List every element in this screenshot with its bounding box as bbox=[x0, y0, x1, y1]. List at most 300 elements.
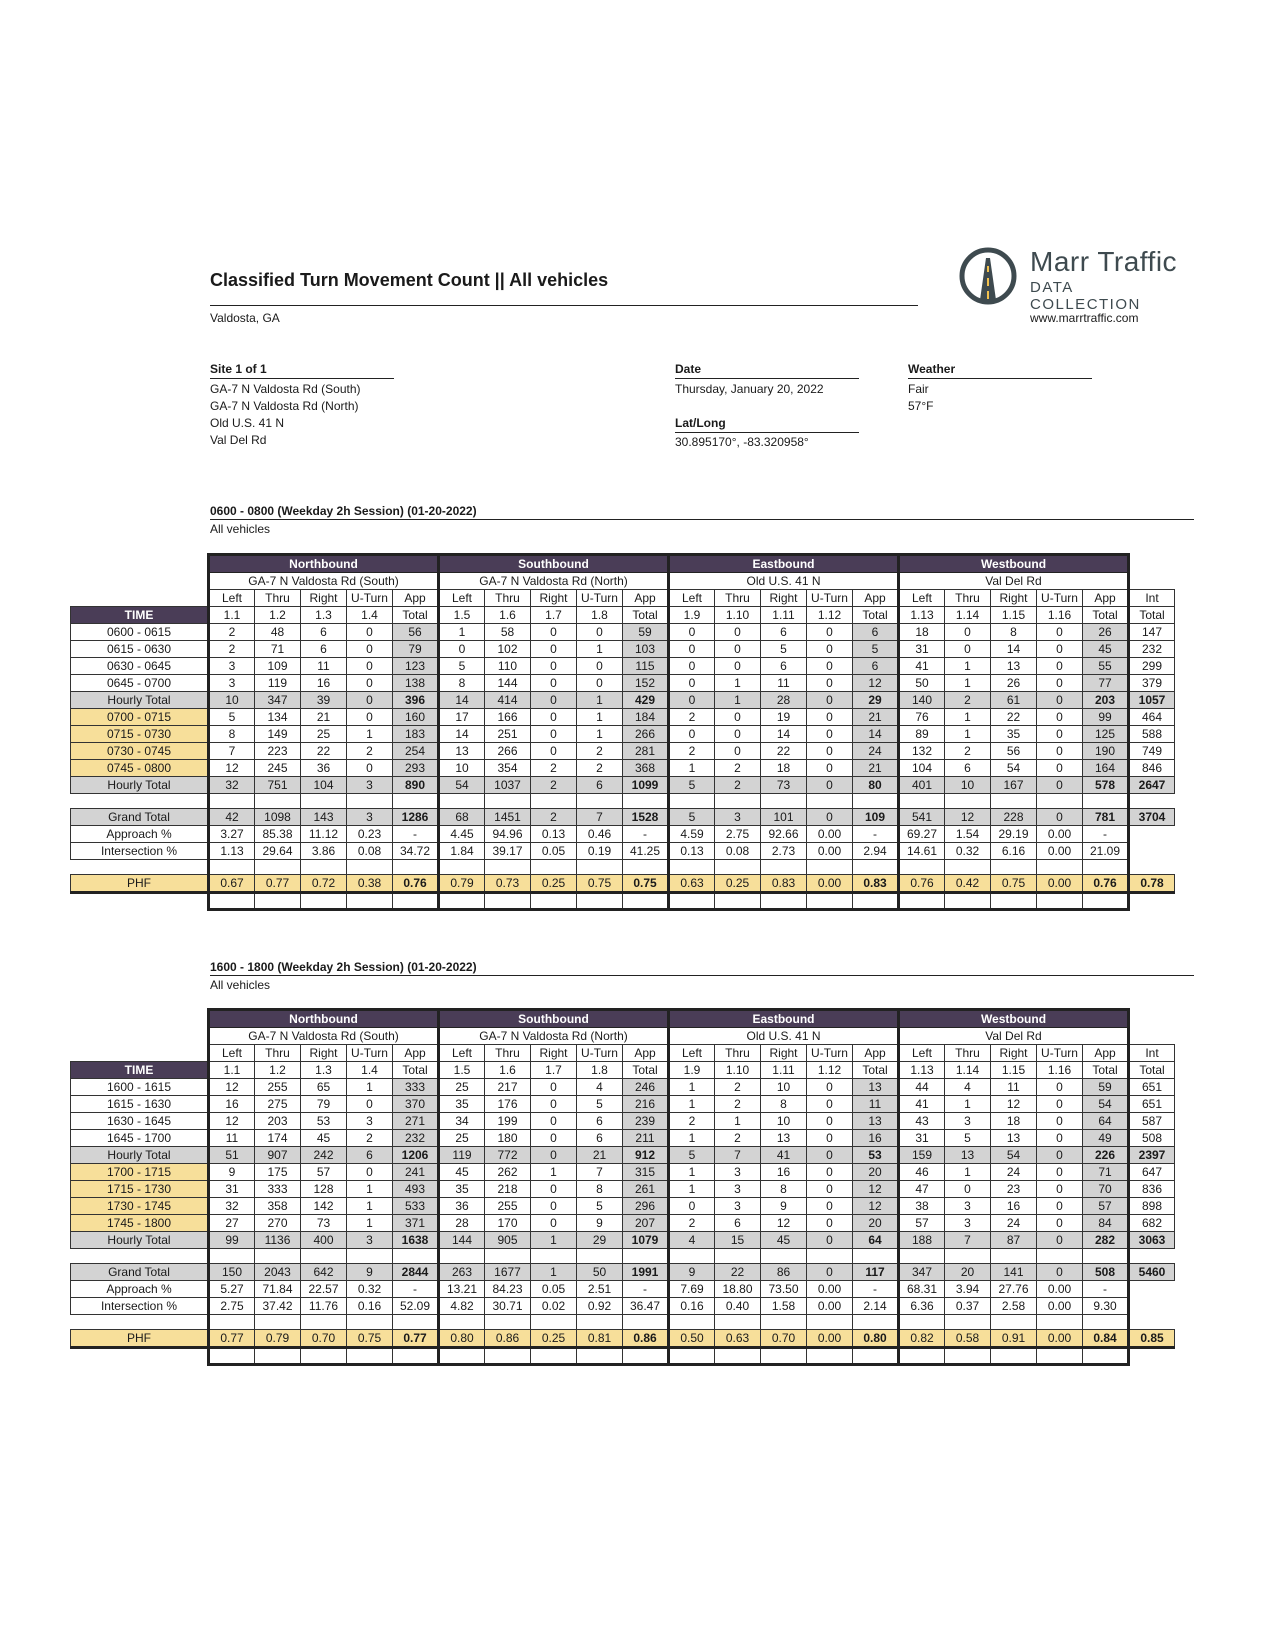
count-cell: 0 bbox=[807, 658, 853, 675]
spacer-cell bbox=[853, 860, 899, 875]
count-cell: 2 bbox=[531, 809, 577, 826]
spacer-cell bbox=[761, 1249, 807, 1264]
count-cell: 6 bbox=[301, 641, 347, 658]
count-cell: 11 bbox=[209, 1130, 255, 1147]
count-cell: 104 bbox=[301, 777, 347, 794]
site-label: Site 1 of 1 bbox=[210, 362, 267, 376]
count-cell: 0 bbox=[807, 1198, 853, 1215]
movement-code: 1.2 bbox=[255, 607, 301, 624]
count-cell: 1 bbox=[531, 1164, 577, 1181]
movement-header: Thru bbox=[945, 1045, 991, 1062]
count-cell: 9 bbox=[209, 1164, 255, 1181]
app-total-cell: - bbox=[853, 826, 899, 843]
count-cell: 1 bbox=[669, 760, 715, 777]
spacer-cell bbox=[577, 1348, 623, 1365]
movement-header: App bbox=[1083, 590, 1129, 607]
count-cell: 12 bbox=[209, 760, 255, 777]
count-cell: 0 bbox=[715, 624, 761, 641]
count-cell: 7 bbox=[577, 1164, 623, 1181]
count-cell: 0 bbox=[1037, 1079, 1083, 1096]
app-total-cell: 578 bbox=[1083, 777, 1129, 794]
movement-header: Thru bbox=[945, 590, 991, 607]
count-cell: 134 bbox=[255, 709, 301, 726]
spacer-cell bbox=[807, 1315, 853, 1330]
count-cell: 1 bbox=[347, 1181, 393, 1198]
approach-road-header: GA-7 N Valdosta Rd (North) bbox=[439, 1028, 669, 1045]
count-cell: 0 bbox=[1037, 760, 1083, 777]
count-cell: 0 bbox=[715, 743, 761, 760]
app-total-cell: 64 bbox=[853, 1232, 899, 1249]
count-cell: 0.16 bbox=[669, 1298, 715, 1315]
spacer-blank bbox=[71, 794, 209, 809]
count-cell: 4.82 bbox=[439, 1298, 485, 1315]
count-cell: 12 bbox=[991, 1096, 1037, 1113]
spacer-cell bbox=[899, 1348, 945, 1365]
count-cell: 144 bbox=[439, 1232, 485, 1249]
movement-header: U-Turn bbox=[347, 590, 393, 607]
spacer-cell bbox=[1083, 860, 1129, 875]
count-cell: 2 bbox=[209, 641, 255, 658]
count-cell: 0.23 bbox=[347, 826, 393, 843]
spacer-cell bbox=[1037, 860, 1083, 875]
row-label: 0715 - 0730 bbox=[71, 726, 209, 743]
count-cell: 27 bbox=[209, 1215, 255, 1232]
count-cell: 2 bbox=[715, 777, 761, 794]
count-cell: 17 bbox=[439, 709, 485, 726]
site-roads bbox=[210, 381, 361, 449]
count-cell: 92.66 bbox=[761, 826, 807, 843]
corner-blank bbox=[71, 555, 209, 573]
count-cell: 1 bbox=[715, 692, 761, 709]
count-cell: 2 bbox=[715, 1079, 761, 1096]
spacer-cell bbox=[991, 860, 1037, 875]
count-cell: 1451 bbox=[485, 809, 531, 826]
count-cell: 0 bbox=[1037, 1164, 1083, 1181]
count-cell: 24 bbox=[991, 1164, 1037, 1181]
count-cell: 50 bbox=[899, 675, 945, 692]
count-cell: 3 bbox=[347, 1232, 393, 1249]
spacer-cell bbox=[899, 860, 945, 875]
app-total-cell: 261 bbox=[623, 1181, 669, 1198]
spacer-cell bbox=[439, 1348, 485, 1365]
count-cell: 0.75 bbox=[577, 875, 623, 893]
count-cell: 2.73 bbox=[761, 843, 807, 860]
count-cell: 4 bbox=[577, 1079, 623, 1096]
row-label: Approach % bbox=[71, 1281, 209, 1298]
count-cell: 0 bbox=[1037, 1232, 1083, 1249]
app-total-cell: 52.09 bbox=[393, 1298, 439, 1315]
app-total-cell: 241 bbox=[393, 1164, 439, 1181]
movement-header: Thru bbox=[255, 590, 301, 607]
app-total-cell: 59 bbox=[1083, 1079, 1129, 1096]
app-total-cell: - bbox=[1083, 826, 1129, 843]
count-cell: 1136 bbox=[255, 1232, 301, 1249]
count-cell: 0.13 bbox=[531, 826, 577, 843]
movement-code: 1.8 bbox=[577, 607, 623, 624]
corner-blank bbox=[1129, 573, 1175, 590]
time-row bbox=[71, 1198, 1175, 1215]
count-cell: 0.00 bbox=[807, 843, 853, 860]
session-subtitle: All vehicles bbox=[210, 978, 271, 992]
app-total-cell: 34.72 bbox=[393, 843, 439, 860]
count-cell: 228 bbox=[991, 809, 1037, 826]
row-label: PHF bbox=[71, 1330, 209, 1348]
approach-direction-header: Eastbound bbox=[669, 1010, 899, 1028]
count-cell: 4.45 bbox=[439, 826, 485, 843]
movement-code: 1.13 bbox=[899, 607, 945, 624]
movement-header: U-Turn bbox=[577, 590, 623, 607]
movement-header: App bbox=[623, 590, 669, 607]
spacer-cell bbox=[439, 1315, 485, 1330]
movement-header: Right bbox=[531, 590, 577, 607]
movement-header: U-Turn bbox=[577, 1045, 623, 1062]
count-cell: 0 bbox=[807, 675, 853, 692]
app-total-cell: 21 bbox=[853, 709, 899, 726]
count-cell: 1 bbox=[945, 1164, 991, 1181]
app-total-cell: 26 bbox=[1083, 624, 1129, 641]
count-cell: 7 bbox=[577, 809, 623, 826]
spacer-cell bbox=[991, 1348, 1037, 1365]
int-total-cell: 651 bbox=[1129, 1096, 1175, 1113]
session-subtitle: All vehicles bbox=[210, 522, 271, 536]
hourly-row bbox=[71, 1147, 1175, 1164]
movement-header: Left bbox=[899, 1045, 945, 1062]
count-cell: 42 bbox=[209, 809, 255, 826]
app-total-cell: 315 bbox=[623, 1164, 669, 1181]
corner-blank bbox=[1129, 1010, 1175, 1028]
count-cell: 0.40 bbox=[715, 1298, 761, 1315]
spacer-cell bbox=[301, 794, 347, 809]
int-total-cell: 898 bbox=[1129, 1198, 1175, 1215]
int-total-cell: 147 bbox=[1129, 624, 1175, 641]
count-cell: 2.75 bbox=[209, 1298, 255, 1315]
spacer-cell bbox=[209, 1315, 255, 1330]
movement-code: 1.13 bbox=[899, 1062, 945, 1079]
app-total-cell: 125 bbox=[1083, 726, 1129, 743]
app-total-cell: 1991 bbox=[623, 1264, 669, 1281]
count-cell: 144 bbox=[485, 675, 531, 692]
count-cell: 3.27 bbox=[209, 826, 255, 843]
spacer-cell bbox=[669, 1249, 715, 1264]
app-total-cell: 5 bbox=[853, 641, 899, 658]
movement-header: Right bbox=[301, 590, 347, 607]
count-cell: 2 bbox=[531, 760, 577, 777]
movement-code: 1.7 bbox=[531, 607, 577, 624]
count-cell: 2 bbox=[577, 760, 623, 777]
count-cell: 27.76 bbox=[991, 1281, 1037, 1298]
count-cell: 119 bbox=[439, 1147, 485, 1164]
spacer-cell bbox=[761, 794, 807, 809]
latlong-label: Lat/Long bbox=[675, 416, 726, 430]
app-total-cell: 20 bbox=[853, 1164, 899, 1181]
spacer-cell bbox=[439, 1249, 485, 1264]
movement-header: Thru bbox=[255, 1045, 301, 1062]
hourly-row bbox=[71, 1232, 1175, 1249]
int-total-cell: 587 bbox=[1129, 1113, 1175, 1130]
row-label: 0700 - 0715 bbox=[71, 709, 209, 726]
count-cell: 12 bbox=[209, 1079, 255, 1096]
count-cell: 0 bbox=[945, 624, 991, 641]
count-cell: 102 bbox=[485, 641, 531, 658]
spacer-blank bbox=[1129, 860, 1175, 875]
pct-row bbox=[71, 1281, 1175, 1298]
corner-blank bbox=[1129, 1028, 1175, 1045]
spacer-cell bbox=[715, 1315, 761, 1330]
pct-row bbox=[71, 843, 1175, 860]
app-total-cell: 36.47 bbox=[623, 1298, 669, 1315]
app-total-cell: 6 bbox=[853, 624, 899, 641]
app-total-cell: 1286 bbox=[393, 809, 439, 826]
count-cell: 45 bbox=[439, 1164, 485, 1181]
spacer-cell bbox=[485, 1348, 531, 1365]
count-cell: 0.32 bbox=[347, 1281, 393, 1298]
count-cell: 61 bbox=[991, 692, 1037, 709]
spacer-cell bbox=[347, 860, 393, 875]
count-cell: 0.00 bbox=[1037, 1298, 1083, 1315]
spacer-cell bbox=[1083, 794, 1129, 809]
count-cell: 0.00 bbox=[807, 875, 853, 893]
count-cell: 217 bbox=[485, 1079, 531, 1096]
count-cell: 9 bbox=[577, 1215, 623, 1232]
app-total-cell: 296 bbox=[623, 1198, 669, 1215]
count-cell: 0.25 bbox=[531, 875, 577, 893]
int-header: Int bbox=[1129, 1045, 1175, 1062]
count-cell: 0.63 bbox=[669, 875, 715, 893]
movement-header: App bbox=[1083, 1045, 1129, 1062]
count-cell: 1 bbox=[439, 624, 485, 641]
app-total-header: Total bbox=[393, 1062, 439, 1079]
count-cell: 26 bbox=[991, 675, 1037, 692]
count-cell: 21 bbox=[301, 709, 347, 726]
spacer-cell bbox=[715, 794, 761, 809]
count-cell: 48 bbox=[255, 624, 301, 641]
count-cell: 0.00 bbox=[1037, 826, 1083, 843]
count-cell: 1 bbox=[945, 709, 991, 726]
count-cell: 642 bbox=[301, 1264, 347, 1281]
count-cell: 13 bbox=[945, 1147, 991, 1164]
movement-header: U-Turn bbox=[807, 590, 853, 607]
session-rule bbox=[210, 519, 1194, 520]
spacer-cell bbox=[393, 860, 439, 875]
movement-code: 1.11 bbox=[761, 1062, 807, 1079]
corner-blank bbox=[71, 1045, 209, 1062]
count-cell: 109 bbox=[255, 658, 301, 675]
app-total-cell: 49 bbox=[1083, 1130, 1129, 1147]
count-cell: 22 bbox=[715, 1264, 761, 1281]
movement-code: 1.16 bbox=[1037, 1062, 1083, 1079]
count-cell: 32 bbox=[209, 1198, 255, 1215]
movement-header: Left bbox=[439, 590, 485, 607]
approach-road-header: GA-7 N Valdosta Rd (South) bbox=[209, 573, 439, 590]
movement-code: 1.1 bbox=[209, 1062, 255, 1079]
count-cell: 0.02 bbox=[531, 1298, 577, 1315]
count-cell: 8 bbox=[761, 1181, 807, 1198]
count-cell: 22 bbox=[761, 743, 807, 760]
spacer-cell bbox=[761, 893, 807, 910]
count-cell: 24 bbox=[991, 1215, 1037, 1232]
count-cell: 1 bbox=[531, 1264, 577, 1281]
count-cell: 218 bbox=[485, 1181, 531, 1198]
count-cell: 0.05 bbox=[531, 1281, 577, 1298]
count-cell: 22.57 bbox=[301, 1281, 347, 1298]
count-cell: 0.00 bbox=[807, 826, 853, 843]
count-cell: 0.58 bbox=[945, 1330, 991, 1348]
count-cell: 0 bbox=[577, 658, 623, 675]
spacer-cell bbox=[301, 860, 347, 875]
spacer-cell bbox=[255, 1249, 301, 1264]
int-total-cell: 508 bbox=[1129, 1130, 1175, 1147]
int-total-cell: 0.78 bbox=[1129, 875, 1175, 893]
app-total-cell: 160 bbox=[393, 709, 439, 726]
spacer-cell bbox=[807, 893, 853, 910]
count-cell: 0.75 bbox=[991, 875, 1037, 893]
spacer-cell bbox=[577, 893, 623, 910]
count-cell: 0 bbox=[531, 743, 577, 760]
app-total-cell: - bbox=[1083, 1281, 1129, 1298]
int-total-header: Total bbox=[1129, 607, 1175, 624]
count-cell: 3 bbox=[715, 809, 761, 826]
spacer-cell bbox=[577, 1315, 623, 1330]
spacer-cell bbox=[439, 893, 485, 910]
app-total-cell: - bbox=[623, 826, 669, 843]
movement-header: Left bbox=[899, 590, 945, 607]
count-cell: 2 bbox=[945, 743, 991, 760]
count-cell: 0 bbox=[807, 1264, 853, 1281]
count-cell: 0.08 bbox=[715, 843, 761, 860]
movement-header: App bbox=[853, 1045, 899, 1062]
spacer-cell bbox=[991, 1315, 1037, 1330]
spacer-cell bbox=[531, 860, 577, 875]
time-row bbox=[71, 1113, 1175, 1130]
app-total-cell: 71 bbox=[1083, 1164, 1129, 1181]
app-total-cell: 2.14 bbox=[853, 1298, 899, 1315]
pct-row bbox=[71, 826, 1175, 843]
count-cell: 1 bbox=[945, 675, 991, 692]
time-row bbox=[71, 709, 1175, 726]
app-total-cell: 57 bbox=[1083, 1198, 1129, 1215]
count-cell: 5 bbox=[669, 809, 715, 826]
count-cell: 414 bbox=[485, 692, 531, 709]
movement-code: 1.1 bbox=[209, 607, 255, 624]
count-cell: 54 bbox=[991, 760, 1037, 777]
count-cell: 0.00 bbox=[807, 1298, 853, 1315]
count-cell: 1 bbox=[577, 641, 623, 658]
spacer-cell bbox=[945, 1315, 991, 1330]
app-total-cell: 21 bbox=[853, 760, 899, 777]
spacer-blank bbox=[71, 1348, 209, 1365]
movement-code: 1.10 bbox=[715, 607, 761, 624]
app-total-cell: 2.94 bbox=[853, 843, 899, 860]
app-total-cell: 371 bbox=[393, 1215, 439, 1232]
count-cell: 0 bbox=[945, 1181, 991, 1198]
app-total-cell: 12 bbox=[853, 675, 899, 692]
row-label: 0745 - 0800 bbox=[71, 760, 209, 777]
count-cell: 0.37 bbox=[945, 1298, 991, 1315]
count-cell: 86 bbox=[761, 1264, 807, 1281]
count-cell: 25 bbox=[301, 726, 347, 743]
count-cell: 0 bbox=[669, 1198, 715, 1215]
app-total-cell: 1528 bbox=[623, 809, 669, 826]
count-cell: 142 bbox=[301, 1198, 347, 1215]
count-cell: 1037 bbox=[485, 777, 531, 794]
app-total-cell: - bbox=[393, 826, 439, 843]
app-total-cell: 271 bbox=[393, 1113, 439, 1130]
count-cell: 14 bbox=[761, 726, 807, 743]
spacer-cell bbox=[577, 794, 623, 809]
app-total-cell: 493 bbox=[393, 1181, 439, 1198]
spacer-cell bbox=[347, 893, 393, 910]
spacer-cell bbox=[531, 794, 577, 809]
spacer-cell bbox=[255, 794, 301, 809]
time-row bbox=[71, 1181, 1175, 1198]
count-cell: 251 bbox=[485, 726, 531, 743]
count-cell: 1 bbox=[669, 1164, 715, 1181]
spacer-cell bbox=[715, 860, 761, 875]
count-cell: 0 bbox=[807, 692, 853, 709]
spacer-blank bbox=[1129, 1348, 1175, 1365]
count-cell: 0 bbox=[669, 675, 715, 692]
count-cell: 0 bbox=[807, 1164, 853, 1181]
session-1-table bbox=[70, 553, 1175, 911]
app-total-cell: 912 bbox=[623, 1147, 669, 1164]
count-cell: 34 bbox=[439, 1113, 485, 1130]
spacer-cell bbox=[531, 893, 577, 910]
spacer-cell bbox=[945, 893, 991, 910]
count-cell: 0.08 bbox=[347, 843, 393, 860]
road-logo-icon bbox=[958, 246, 1022, 306]
count-cell: 400 bbox=[301, 1232, 347, 1249]
count-cell: 73 bbox=[761, 777, 807, 794]
count-cell: 3 bbox=[945, 1198, 991, 1215]
int-header: Int bbox=[1129, 590, 1175, 607]
count-cell: 0.79 bbox=[255, 1330, 301, 1348]
count-cell: 255 bbox=[485, 1198, 531, 1215]
count-cell: 13.21 bbox=[439, 1281, 485, 1298]
movement-header: Left bbox=[209, 1045, 255, 1062]
spacer-cell bbox=[485, 893, 531, 910]
spacer-cell bbox=[899, 1249, 945, 1264]
count-cell: 45 bbox=[761, 1232, 807, 1249]
count-cell: 89 bbox=[899, 726, 945, 743]
count-cell: 6 bbox=[347, 1147, 393, 1164]
count-cell: 5 bbox=[669, 1147, 715, 1164]
count-cell: 3.94 bbox=[945, 1281, 991, 1298]
spacer-cell bbox=[255, 860, 301, 875]
spacer-cell bbox=[853, 1249, 899, 1264]
date-label: Date bbox=[675, 362, 702, 376]
count-cell: 1 bbox=[347, 1198, 393, 1215]
spacer-cell bbox=[577, 1249, 623, 1264]
count-cell: 65 bbox=[301, 1079, 347, 1096]
app-total-cell: 281 bbox=[623, 743, 669, 760]
app-total-cell: 184 bbox=[623, 709, 669, 726]
movement-code: 1.9 bbox=[669, 607, 715, 624]
count-cell: 10 bbox=[209, 692, 255, 709]
movement-header: Right bbox=[761, 1045, 807, 1062]
spacer-cell bbox=[301, 1249, 347, 1264]
spacer-cell bbox=[531, 1249, 577, 1264]
count-cell: 39 bbox=[301, 692, 347, 709]
count-cell: 79 bbox=[301, 1096, 347, 1113]
count-cell: 0.25 bbox=[715, 875, 761, 893]
spacer-cell bbox=[991, 1249, 1037, 1264]
count-cell: 5 bbox=[209, 709, 255, 726]
count-cell: 0 bbox=[347, 709, 393, 726]
movement-header: Left bbox=[669, 1045, 715, 1062]
app-total-cell: 77 bbox=[1083, 675, 1129, 692]
count-cell: 0 bbox=[1037, 658, 1083, 675]
count-cell: 3 bbox=[715, 1181, 761, 1198]
